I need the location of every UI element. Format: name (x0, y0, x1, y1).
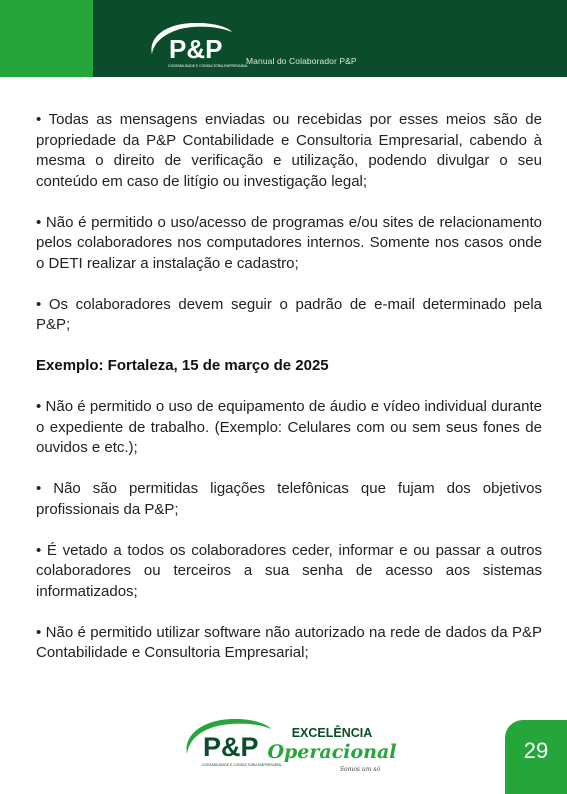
page-header (0, 0, 567, 77)
footer-pp-logo (183, 716, 283, 772)
paragraph: • Os colaboradores devem seguir o padrão de e-mail determinado pela P&P; (36, 295, 542, 333)
header-accent-block (0, 0, 93, 77)
paragraph: • Não é permitido utilizar software não autorizado na rede de dados da P&P Contabilidade e Consultoria Empresarial; (36, 623, 542, 661)
excelencia-subtitle: Operacional (267, 741, 397, 763)
logo-text: P&P (169, 34, 223, 64)
manual-title: Manual do Colaborador P&P (246, 56, 357, 66)
excelencia-signature: Somos um só (339, 766, 381, 773)
pp-logo (146, 20, 249, 72)
footer-logo-subtitle: CONTABILIDADE E CONSULTORIA EMPRESARIAL (202, 763, 283, 767)
page-number: 29 (523, 738, 549, 763)
page-content (36, 110, 542, 684)
logo-subtitle: CONTABILIDADE E CONSULTORIA EMPRESARIAL (168, 64, 249, 68)
footer-logo-text: P&P (203, 732, 259, 762)
paragraph: • É vetado a todos os colaboradores ceder, informar e ou passar a outros colaboradores ou terceiros a sua senha de acesso aos sistemas informatizados; (36, 541, 542, 600)
excelencia-operacional-logo (267, 724, 397, 776)
excelencia-title: EXCELÊNCIA (291, 726, 373, 740)
paragraph: • Não é permitido o uso/acesso de programas e/ou sites de relacionamento pelos colaboradores nos computadores internos. Somente nos casos onde o DETI realizar a instalação e cadastro; (36, 213, 542, 272)
paragraph: • Todas as mensagens enviadas ou recebidas por esses meios são de propriedade da P&P Contabilidade e Consultoria Empresarial, cabendo à mesma o direito de verificação e utilização, podendo divulgar o seu conteúdo em caso de litígio ou investigação legal; (36, 111, 542, 190)
example-line: Exemplo: Fortaleza, 15 de março de 2025 (36, 357, 329, 374)
paragraph: • Não são permitidas ligações telefônicas que fujam dos objetivos profissionais da P&P; (36, 480, 542, 518)
paragraph: • Não é permitido o uso de equipamento de áudio e vídeo individual durante o expediente de trabalho. (Exemplo: Celulares com ou sem seus fones de ouvidos e etc.); (36, 398, 542, 456)
